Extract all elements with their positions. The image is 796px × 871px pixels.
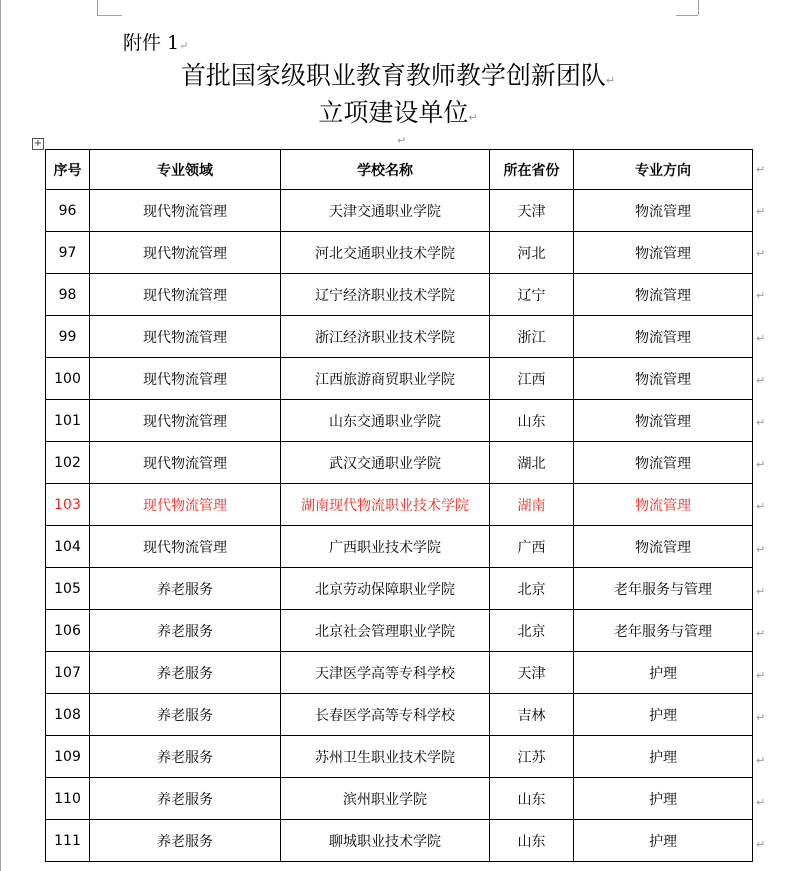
crop-mark-top-left-h [97, 15, 122, 16]
row-end-mark: ↵ [756, 838, 766, 851]
cell-no: 109 [46, 736, 90, 778]
cell-field: 现代物流管理 [90, 400, 281, 442]
cell-direction: 物流管理 [574, 442, 753, 484]
cell-school: 辽宁经济职业技术学院 [281, 274, 490, 316]
paragraph-mark: ↵ [397, 134, 407, 147]
row-end-mark: ↵ [756, 543, 766, 556]
row-end-mark: ↵ [756, 289, 766, 302]
cell-province: 湖北 [490, 442, 574, 484]
cell-school: 滨州职业学院 [281, 778, 490, 820]
row-end-mark: ↵ [756, 585, 766, 598]
cell-direction: 物流管理 [574, 316, 753, 358]
page-left-edge [0, 0, 1, 871]
col-header-field: 专业领域 [90, 150, 281, 190]
col-header-school: 学校名称 [281, 150, 490, 190]
row-end-mark: ↵ [756, 458, 766, 471]
table-body [46, 190, 753, 862]
cell-direction: 物流管理 [574, 484, 753, 526]
table-row [46, 358, 753, 400]
row-end-mark: ↵ [756, 332, 766, 345]
table-row [46, 610, 753, 652]
cell-school: 长春医学高等专科学校 [281, 694, 490, 736]
cell-province: 山东 [490, 400, 574, 442]
cell-school: 武汉交通职业学院 [281, 442, 490, 484]
cell-no: 108 [46, 694, 90, 736]
row-end-mark: ↵ [756, 669, 766, 682]
cell-province: 江西 [490, 358, 574, 400]
cell-direction: 物流管理 [574, 526, 753, 568]
table-row [46, 526, 753, 568]
table-row [46, 316, 753, 358]
cell-province: 山东 [490, 820, 574, 862]
cell-field: 现代物流管理 [90, 316, 281, 358]
cell-no: 96 [46, 190, 90, 232]
table-row [46, 232, 753, 274]
cell-province: 广西 [490, 526, 574, 568]
table-row [46, 652, 753, 694]
paragraph-mark: ↵ [179, 39, 189, 52]
cell-field: 现代物流管理 [90, 526, 281, 568]
cell-field: 养老服务 [90, 568, 281, 610]
attachment-label: 附件 1↵ [123, 32, 189, 54]
crop-mark-top-right-v [698, 0, 699, 15]
cell-field: 现代物流管理 [90, 274, 281, 316]
cell-school: 北京社会管理职业学院 [281, 610, 490, 652]
cell-no: 111 [46, 820, 90, 862]
units-table [45, 149, 753, 862]
cell-province: 湖南 [490, 484, 574, 526]
cell-field: 现代物流管理 [90, 442, 281, 484]
cell-field: 养老服务 [90, 820, 281, 862]
cell-no: 101 [46, 400, 90, 442]
cell-school: 天津交通职业学院 [281, 190, 490, 232]
row-end-mark: ↵ [756, 374, 766, 387]
row-end-mark: ↵ [756, 247, 766, 260]
cell-field: 现代物流管理 [90, 358, 281, 400]
cell-direction: 护理 [574, 820, 753, 862]
cell-field: 现代物流管理 [90, 190, 281, 232]
cell-province: 天津 [490, 652, 574, 694]
cell-field: 现代物流管理 [90, 232, 281, 274]
cell-province: 江苏 [490, 736, 574, 778]
cell-school: 江西旅游商贸职业学院 [281, 358, 490, 400]
table-row [46, 694, 753, 736]
table-row [46, 484, 753, 526]
cell-no: 98 [46, 274, 90, 316]
cell-field: 养老服务 [90, 610, 281, 652]
cell-no: 106 [46, 610, 90, 652]
cell-no: 104 [46, 526, 90, 568]
cell-direction: 护理 [574, 736, 753, 778]
cell-field: 现代物流管理 [90, 484, 281, 526]
cell-no: 99 [46, 316, 90, 358]
cell-field: 养老服务 [90, 694, 281, 736]
cell-province: 北京 [490, 610, 574, 652]
cell-school: 河北交通职业技术学院 [281, 232, 490, 274]
cell-school: 湖南现代物流职业技术学院 [281, 484, 490, 526]
cell-direction: 物流管理 [574, 274, 753, 316]
cell-direction: 物流管理 [574, 232, 753, 274]
cell-school: 广西职业技术学院 [281, 526, 490, 568]
cell-direction: 护理 [574, 778, 753, 820]
cell-no: 100 [46, 358, 90, 400]
cell-direction: 物流管理 [574, 358, 753, 400]
cell-direction: 物流管理 [574, 190, 753, 232]
paragraph-mark: ↵ [605, 74, 616, 87]
col-header-direction: 专业方向 [574, 150, 753, 190]
cell-no: 105 [46, 568, 90, 610]
table-row [46, 568, 753, 610]
row-end-mark: ↵ [756, 163, 766, 176]
table-row [46, 442, 753, 484]
cell-school: 苏州卫生职业技术学院 [281, 736, 490, 778]
crop-mark-top-left-v [97, 0, 98, 15]
cell-field: 养老服务 [90, 778, 281, 820]
page-title-line2: 立项建设单位↵ [318, 98, 478, 127]
row-end-mark: ↵ [756, 754, 766, 767]
cell-field: 养老服务 [90, 652, 281, 694]
table-row [46, 400, 753, 442]
cell-direction: 老年服务与管理 [574, 610, 753, 652]
crop-mark-top-right-h [676, 15, 698, 16]
row-end-mark: ↵ [756, 796, 766, 809]
page-title-line1: 首批国家级职业教育教师教学创新团队↵ [180, 61, 616, 90]
cell-direction: 物流管理 [574, 400, 753, 442]
cell-direction: 护理 [574, 694, 753, 736]
cell-direction: 老年服务与管理 [574, 568, 753, 610]
cell-field: 养老服务 [90, 736, 281, 778]
cell-province: 吉林 [490, 694, 574, 736]
cell-school: 天津医学高等专科学校 [281, 652, 490, 694]
cell-province: 天津 [490, 190, 574, 232]
table-row [46, 778, 753, 820]
row-end-mark: ↵ [756, 500, 766, 513]
cell-no: 110 [46, 778, 90, 820]
cell-no: 103 [46, 484, 90, 526]
cell-school: 山东交通职业学院 [281, 400, 490, 442]
cell-no: 97 [46, 232, 90, 274]
cell-province: 河北 [490, 232, 574, 274]
cell-province: 山东 [490, 778, 574, 820]
table-header-row [46, 150, 753, 190]
row-end-mark: ↵ [756, 711, 766, 724]
col-header-province: 所在省份 [490, 150, 574, 190]
col-header-no: 序号 [46, 150, 90, 190]
cell-province: 浙江 [490, 316, 574, 358]
cell-direction: 护理 [574, 652, 753, 694]
row-end-mark: ↵ [756, 627, 766, 640]
cell-school: 聊城职业技术学院 [281, 820, 490, 862]
cell-province: 北京 [490, 568, 574, 610]
row-end-mark: ↵ [756, 205, 766, 218]
cell-school: 北京劳动保障职业学院 [281, 568, 490, 610]
table-row [46, 820, 753, 862]
cell-no: 107 [46, 652, 90, 694]
table-move-handle-icon[interactable]: + [33, 138, 43, 149]
table-row [46, 190, 753, 232]
table-row [46, 736, 753, 778]
table-row [46, 274, 753, 316]
cell-school: 浙江经济职业技术学院 [281, 316, 490, 358]
paragraph-mark: ↵ [468, 111, 478, 124]
cell-province: 辽宁 [490, 274, 574, 316]
row-end-mark: ↵ [756, 416, 766, 429]
cell-no: 102 [46, 442, 90, 484]
